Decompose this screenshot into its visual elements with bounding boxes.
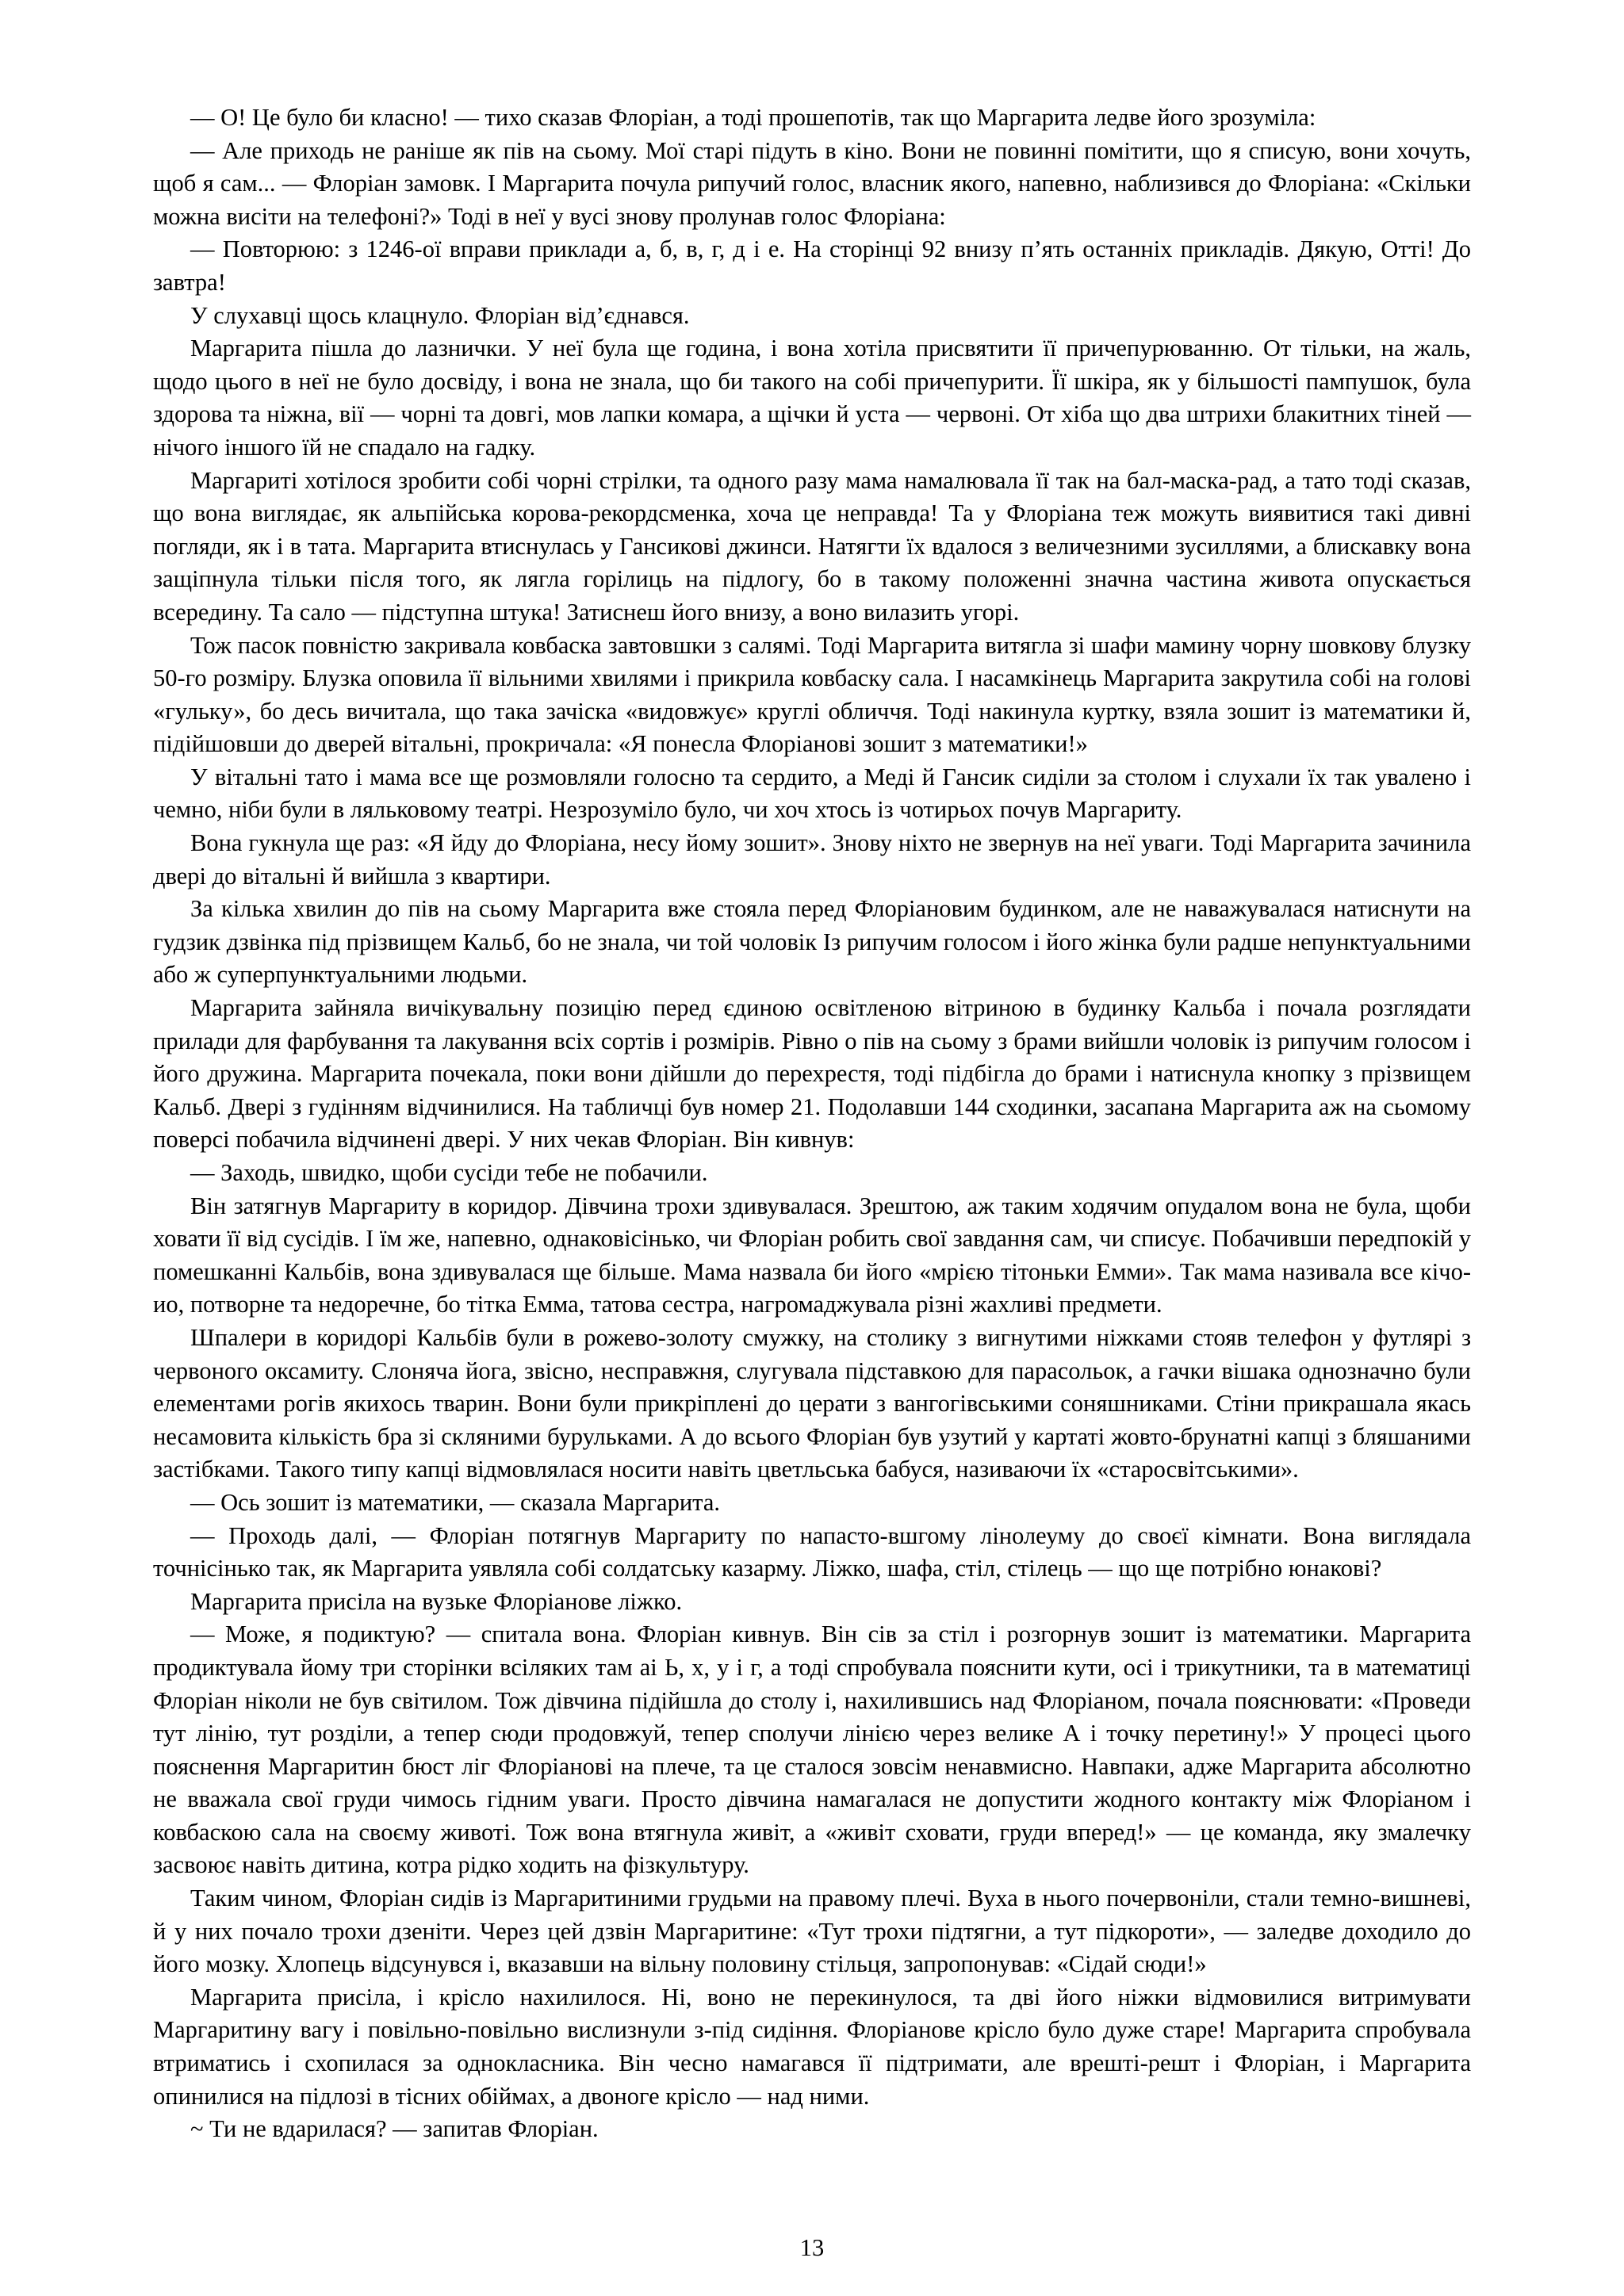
paragraph: — Заходь, швидко, щоби сусіди тебе не побачили.	[190, 1159, 708, 1186]
paragraph: Таким чином, Флоріан сидів із Маргаритиними грудьми на правому плечі. Вуха в нього почервоніли, стали темно-вишневі, й у них почало трохи дзеніти. Через цей дзвін Маргаритине: «Тут трохи підтягни, а тут підкороти», — заледве доходило до його мозку. Хлопець відсунувся і, вказавши на вільну половину стільця, запропонував: «Сідай сюди!»	[153, 1885, 1471, 1978]
page-number: 13	[799, 2234, 825, 2261]
paragraph: Маргарита присіла, і крісло нахилилося. Ні, воно не перекинулося, та дві його ніжки відмовилися витримувати Маргаритину вагу і повільно-повільно вислизнули з-під сидіння. Флоріанове крісло було дуже старе! Маргарита спробувала втриматись і схопилася за однокласника. Він чесно намагався її підтримати, але врешті-решт і Флоріан, і Маргарита опинилися на підлозі в тісних обіймах, а двоноге крісло — над ними.	[153, 1983, 1471, 2110]
paragraph: — Повторюю: з 1246-ої вправи приклади а, б, в, г, д і е. На сторінці 92 внизу п’ять останніх прикладів. Дякую, Отті! До завтра!	[153, 235, 1471, 296]
body-text	[153, 101, 1471, 2146]
paragraph: — О! Це було би класно! — тихо сказав Флоріан, а тоді прошепотів, так що Маргарита ледве його зрозуміла:	[190, 104, 1316, 131]
paragraph: Маргарита присіла на вузьке Флоріанове ліжко.	[190, 1587, 683, 1615]
paragraph: Він затягнув Маргариту в коридор. Дівчина трохи здивувалася. Зрештою, аж таким ходячим опудалом вона не була, щоби ховати її від сусідів. І їм же, напевно, однаковісінько, чи Флоріан робить свої завдання сам, чи списує. Побачивши передпокій у помешканні Кальбів, вона здивувалася ще більше. Мама назвала би його «мрією тітоньки Емми». Так мама називала все кічо-ио, потворне та недоречне, бо тітка Емма, татова сестра, нагромаджувала різні жахливі предмети.	[153, 1192, 1471, 1318]
paragraph: У слухавці щось клацнуло. Флоріан від’єднався.	[190, 301, 690, 329]
paragraph: — Ось зошит із математики, — сказала Маргарита.	[190, 1488, 721, 1516]
paragraph: За кілька хвилин до пів на сьому Маргарита вже стояла перед Флоріановим будинком, але не наважувалася натиснути на гудзик дзвінка під прізвищем Кальб, бо не знала, чи той чоловік Із рипучим голосом і його жінка були радше непунктуальними або ж суперпунктуальними людьми.	[153, 895, 1471, 989]
paragraph: У вітальні тато і мама все ще розмовляли голосно та сердито, а Меді й Гансик сиділи за столом і слухали їх так увалено і чемно, ніби були в ляльковому театрі. Незрозуміло було, чи хоч хтось із чотирьох почув Маргариту.	[153, 763, 1471, 824]
paragraph: Маргариті хотілося зробити собі чорні стрілки, та одного разу мама намалювала її так на бал-маска-рад, а тато тоді сказав, що вона виглядає, як альпійська корова-рекордсменка, хоча це неправда! Та у Флоріана теж можуть виявитися такі дивні погляди, як і в тата. Маргарита втиснулась у Гансикові джинси. Натягти їх вдалося з величезними зусиллями, а блискавку вона защіпнула тільки після того, як лягла горілиць на підлогу, бо в такому положенні значна частина живота опускається всередину. Та сало — підступна штука! Затиснеш його внизу, а воно вилазить угорі.	[153, 466, 1471, 626]
paragraph: Маргарита пішла до лазнички. У неї була ще година, і вона хотіла присвятити її причепурюванню. От тільки, на жаль, щодо цього в неї не було досвіду, і вона не знала, що би такого на собі причепурити. Її шкіра, як у більшості пампушок, була здорова та ніжна, вії — чорні та довгі, мов лапки комара, а щічки й уста — червоні. От хіба що два штрихи блакитних тіней — нічого іншого їй не спадало на гадку.	[153, 335, 1471, 461]
paragraph: ~ Ти не вдарилася? — запитав Флоріан.	[190, 2115, 599, 2143]
paragraph: Вона гукнула ще раз: «Я йду до Флоріана, несу йому зошит». Знову ніхто не звернув на неї уваги. Тоді Маргарита зачинила двері до вітальні й вийшла з квартири.	[153, 829, 1471, 890]
paragraph: Маргарита зайняла вичікувальну позицію перед єдиною освітленою вітриною в будинку Кальба і почала розглядати прилади для фарбування та лакування всіх сортів і розмірів. Рівно о пів на сьому з брами вийшли чоловік із рипучим голосом і його дружина. Маргарита почекала, поки вони дійшли до перехрестя, тоді підбігла до брами і натиснула кнопку з прізвищем Кальб. Двері з гудінням відчинилися. На табличці був номер 21. Подолавши 144 сходинки, засапана Маргарита аж на сьомому поверсі побачила відчинені двері. У них чекав Флоріан. Він кивнув:	[153, 994, 1471, 1154]
paragraph: — Проходь далі, — Флоріан потягнув Маргариту по напасто-вшгому лінолеуму до своєї кімнати. Вона виглядала точнісінько так, як Маргарита уявляла собі солдатську казарму. Ліжко, шафа, стіл, стілець — що ще потрібно юнакові?	[153, 1521, 1471, 1582]
paragraph: — Може, я подиктую? — спитала вона. Флоріан кивнув. Він сів за стіл і розгорнув зошит із математики. Маргарита продиктувала йому три сторінки всіляких там аі Ь, х, у і г, а тоді спробувала пояснити кути, осі і трикутники, та в математиці Флоріан ніколи не був світилом. Тож дівчина підійшла до столу і, нахилившись над Флоріаном, почала пояснювати: «Проведи тут лінію, тут розділи, а тепер сюди продовжуй, тепер сполучи лінією через велике А і точку перетину!» У процесі цього пояснення Маргаритин бюст ліг Флоріанові на плече, та це сталося зовсім ненавмисно. Навпаки, адже Маргарита абсолютно не вважала свої груди чимось гідним уваги. Просто дівчина намагалася не допустити жодного контакту між Флоріаном і ковбаскою сала на своєму животі. Тож вона втягнула живіт, а «живіт сховати, груди вперед!» — це команда, яку змалечку засвоює навіть дитина, котра рідко ходить на фізкультуру.	[153, 1621, 1471, 1879]
paragraph: Шпалери в коридорі Кальбів були в рожево-золоту смужку, на столику з вигнутими ніжками стояв телефон у футлярі з червоного оксамиту. Слоняча йога, звісно, несправжня, слугувала підставкою для парасольок, а гачки вішака однозначно були елементами рогів якихось тварин. Вони були прикріплені до церати з вангогівськими соняшниками. Стіни прикрашала якась несамовита кількість бра зі скляними бурульками. А до всього Флоріан був узутий у картаті жовто-брунатні капці з бляшаними застібками. Такого типу капці відмовлялася носити навіть цветльська бабуся, називаючи їх «старосвітськими».	[153, 1323, 1471, 1483]
paragraph: Тож пасок повністю закривала ковбаска завтовшки з салямі. Тоді Маргарита витягла зі шафи мамину чорну шовкову блузку 50-го розміру. Блузка оповила її вільними хвилями і прикрила ковбаску сала. І насамкінець Маргарита закрутила собі на голові «гульку», бо десь вичитала, що така зачіска «видовжує» круглі обличчя. Тоді накинула куртку, взяла зошит із математики й, підійшовши до дверей вітальні, прокричала: «Я понесла Флоріанові зошит з математики!»	[153, 631, 1471, 758]
paragraph: — Але приходь не раніше як пів на сьому. Мої старі підуть в кіно. Вони не повинні помітити, що я списую, вони хочуть, щоб я сам... — Флоріан замовк. І Маргарита почула рипучий голос, власник якого, напевно, наблизився до Флоріана: «Скільки можна висіти на телефоні?» Тоді в неї у вусі знову пролунав голос Флоріана:	[153, 136, 1471, 230]
